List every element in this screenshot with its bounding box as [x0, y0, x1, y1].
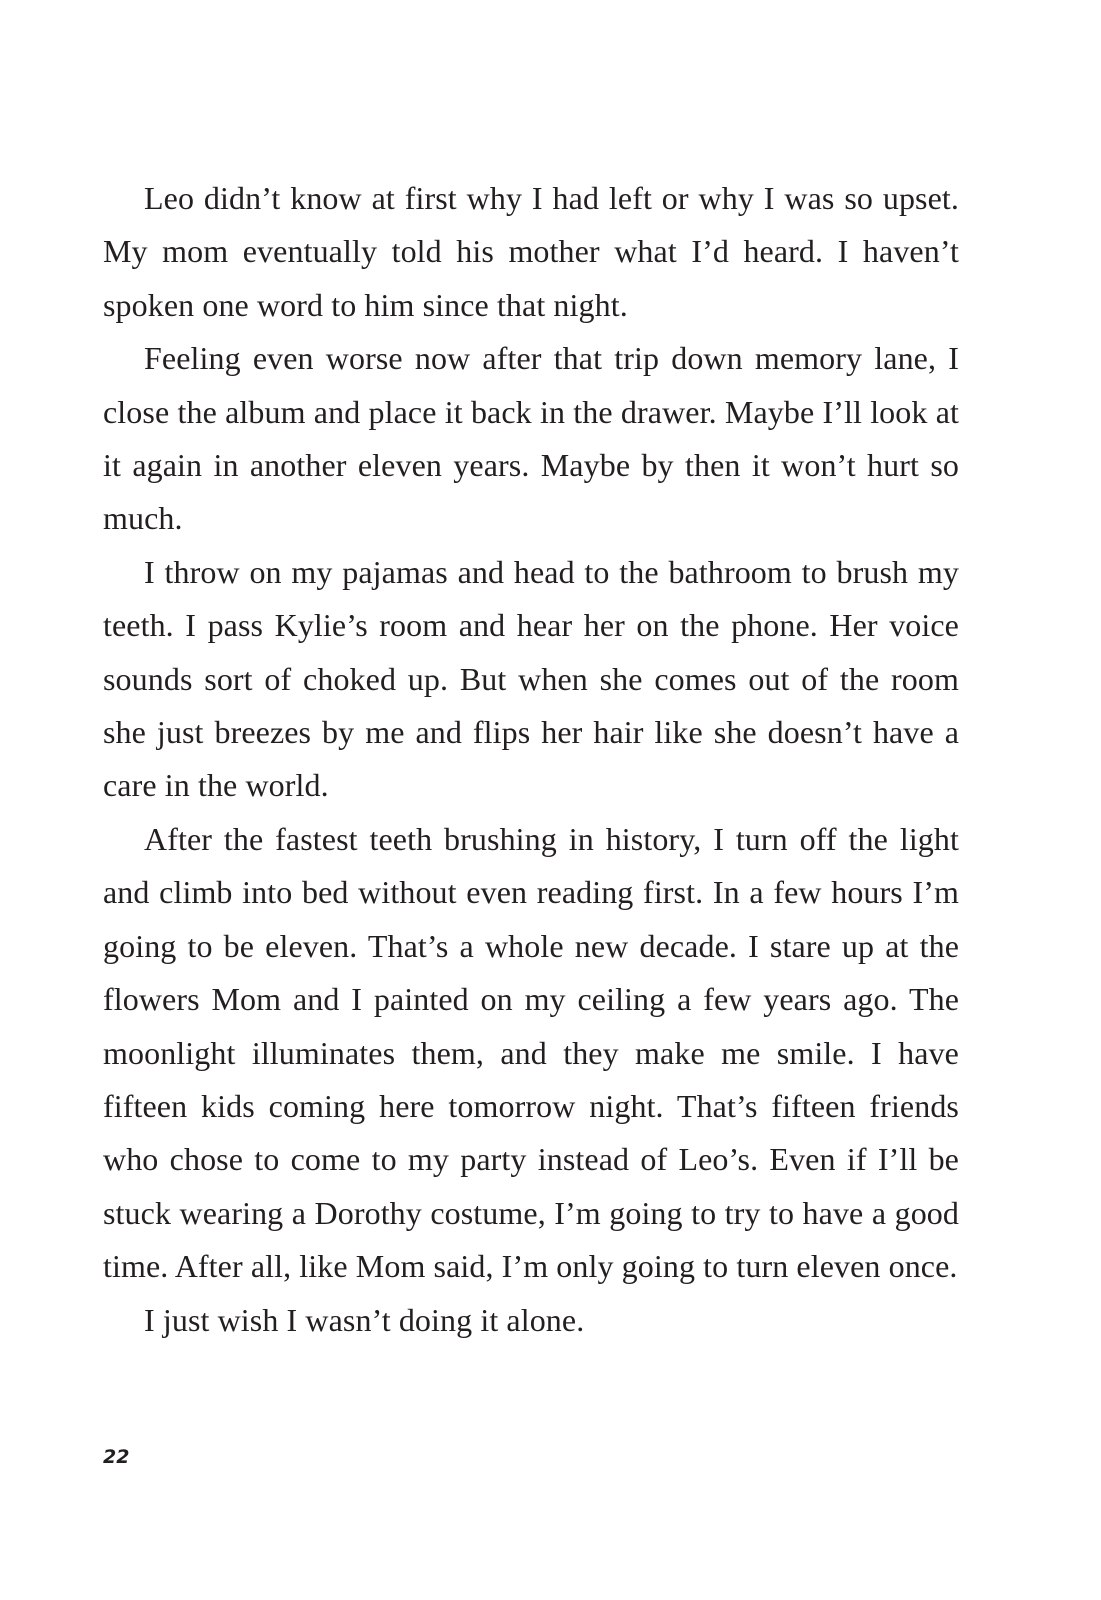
paragraph-5: I just wish I wasn’t doing it alone. [144, 1301, 585, 1338]
paragraph-3: I throw on my pajamas and head to the bathroom to brush my teeth. I pass Kylie’s room and hear her on the phone. Her voice sounds sort of choked up. But when she comes out of the room she just breezes by me and flips her hair like she doesn’t have a care in the world. [103, 553, 959, 804]
paragraph-1: Leo didn’t know at first why I had left or why I was so upset. My mom eventually told his mother what I’d heard. I haven’t spoken one word to him since that night. [103, 180, 959, 323]
page-number: 22 [103, 1446, 130, 1468]
paragraph-2: Feeling even worse now after that trip down memory lane, I close the album and place it back in the drawer. Maybe I’ll look at it again in another eleven years. Maybe by then it won’t hurt so much. [103, 340, 959, 537]
paragraph-4: After the fastest teeth brushing in history, I turn off the light and climb into bed without even reading first. In a few hours I’m going to be eleven. That’s a whole new decade. I stare up at the flowers Mom and I painted on my ceiling a few years ago. The moonlight illuminates them, and they make me smile. I have fifteen kids coming here tomorrow night. That’s fifteen friends who chose to come to my party instead of Leo’s. Even if I’ll be stuck wearing a Dorothy costume, I’m going to try to have a good time. After all, like Mom said, I’m only going to turn eleven once. [103, 820, 959, 1285]
body-text [103, 172, 959, 1347]
